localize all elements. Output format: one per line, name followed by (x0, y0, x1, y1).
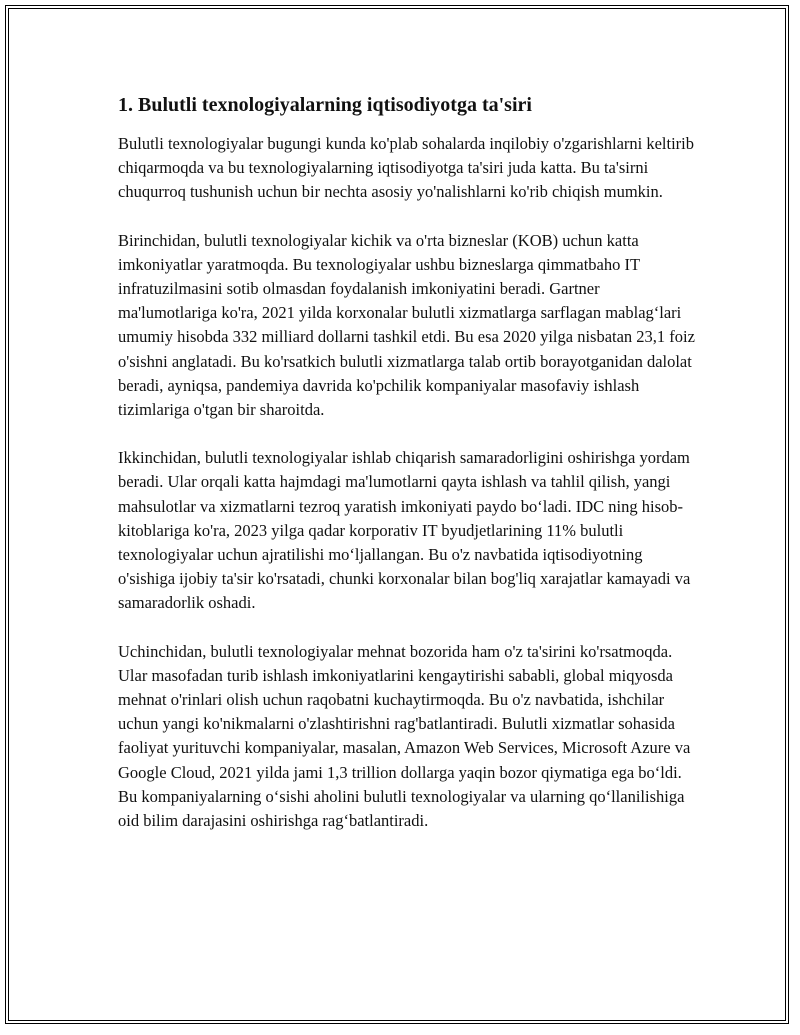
paragraph-second: Ikkinchidan, bulutli texnologiyalar ishlab chiqarish samaradorligini oshirishga yordam beradi. Ular orqali katta hajmdagi ma'lumotlarni qayta ishlash va tahlil qilish, yangi mahsulotlar va xizmatlarni tezroq yaratish imkoniyati paydo bo‘ladi. IDC ning hisob-kitoblariga ko'ra, 2023 yilga qadar korporativ IT byudjetlarining 11% bulutli texnologiyalar uchun ajratilishi mo‘ljallangan. Bu o'z navbatida iqtisodiyotning o'sishiga ijobiy ta'sir ko'rsatadi, chunki korxonalar bilan bog'liq xarajatlar kamayadi va samaradorlik oshadi. (118, 448, 691, 613)
paragraph-third: Uchinchidan, bulutli texnologiyalar mehnat bozorida ham o'z ta'sirini ko'rsatmoqda. Ular masofadan turib ishlash imkoniyatlarini kengaytirishi sababli, global miqyosda mehnat o'rinlari olish uchun raqobatni kuchaytirmoqda. Bu o'z navbatida, ishchilar uchun yangi ko'nikmalarni o'zlashtirishni rag'batlantiradi. Bulutli xizmatlar sohasida faoliyat yurituvchi kompaniyalar, masalan, Amazon Web Services, Microsoft Azure va Google Cloud, 2021 yilda jami 1,3 trillion dollarga yaqin bozor qiymatiga ega bo‘ldi. Bu kompaniyalarning o‘sishi aholini bulutli texnologiyalar va ularning qo‘llanilishiga oid bilim darajasini oshirishga rag‘batlantiradi. (118, 641, 691, 831)
paragraph-first: Birinchidan, bulutli texnologiyalar kichik va o'rta bizneslar (KOB) uchun katta imkoniyatlar yaratmoqda. Bu texnologiyalar ushbu bizneslarga qimmatbaho IT infratuzilmasini sotib olmasdan foydalanish imkoniyatini beradi. Gartner ma'lumotlariga ko'ra, 2021 yilda korxonalar bulutli xizmatlarga sarflagan mablag‘lari umumiy hisobda 332 milliard dollarni tashkil etdi. Bu esa 2020 yilga nisbatan 23,1 foiz o'sishni anglatadi. Bu ko'rsatkich bulutli xizmatlarga talab ortib borayotganidan dalolat beradi, ayniqsa, pandemiya davrida ko'pchilik kompaniyalar masofaviy ishlash tizimlariga o'tgan bir sharoitda. (118, 230, 695, 420)
paragraph-intro: Bulutli texnologiyalar bugungi kunda ko'plab sohalarda inqilobiy o'zgarishlarni keltirib chiqarmoqda va bu texnologiyalarning iqtisodiyotga ta'siri juda katta. Bu ta'sirni chuqurroq tushunish uchun bir nechta asosiy yo'nalishlarni ko'rib chiqish mumkin. (118, 134, 695, 202)
section-heading: 1. Bulutli texnologiyalarning iqtisodiyotga ta'siri (118, 94, 532, 116)
document-body (118, 90, 698, 857)
